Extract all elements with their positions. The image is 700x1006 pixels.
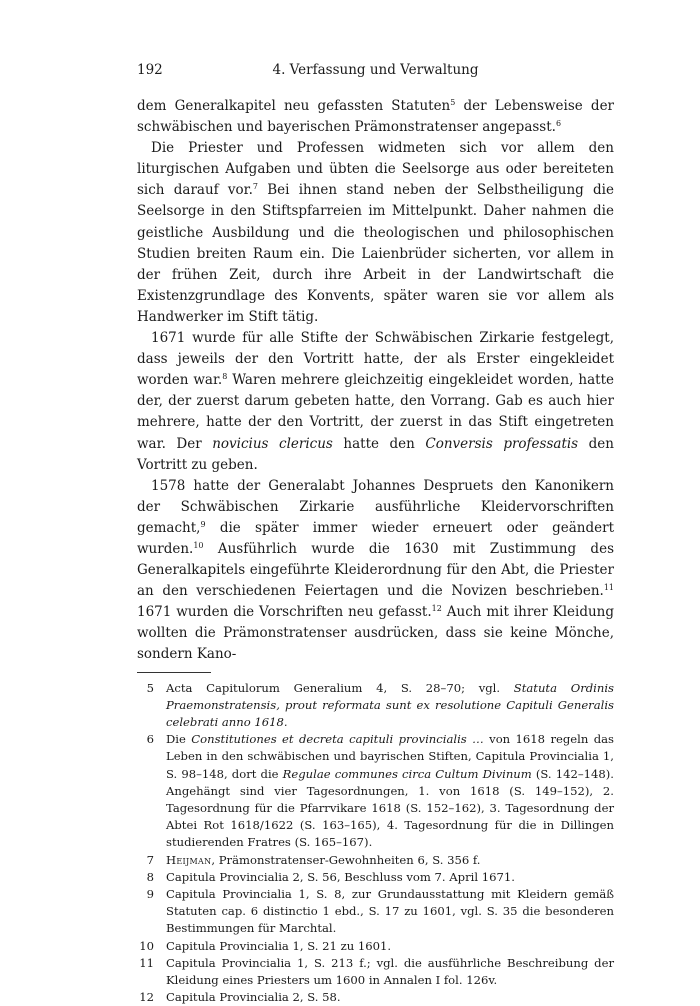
author-name: Heijman — [166, 852, 212, 867]
page-number: 192 — [137, 62, 163, 78]
footnote-number: 5 — [146, 680, 154, 695]
footnote-number: 8 — [146, 869, 154, 884]
footnote-ref-7[interactable]: 7 — [252, 182, 258, 192]
footnote-9: 9 Capitula Provincialia 1, S. 8, zur Grundausstattung mit Kleidern gemäß Statuten cap. 6 distinctio 1 ebd., S. 17 zu 1601, vgl. S. 35 die besonderen Bestimmungen für Marchtal. — [137, 886, 614, 938]
footnote-number: 12 — [139, 990, 154, 1005]
footnote-6: 6 Die Constitutiones et decreta capituli provincialis … von 1618 regeln das Leben in den schwäbischen und bayrischen Stiften, Capitula Provincialia 1, S. 98–148, dort die Regulae communes circa Cultum Divinum (S. 142–148). Angehängt sind vier Tagesordnungen, 1. von 1618 (S. 149–152), 2. Tagesordnung für die Pfarrvikare 1618 (S. 152–162), 3. Tagesordnung der Abtei Rot 1618/1622 (S. 163–165), 4. Tagesordnung für die in Dillingen studierenden Fratres (S. 165–167). — [137, 731, 614, 851]
footnote-8: 8 Capitula Provincialia 2, S. 56, Beschluss vom 7. April 1671. — [137, 869, 614, 886]
footnote-12: 12 Capitula Provincialia 2, S. 58. — [137, 989, 614, 1006]
footnote-number: 7 — [146, 852, 154, 867]
italic-term: Conversis professatis — [425, 435, 579, 452]
footnote-number: 10 — [139, 938, 154, 953]
italic-term: novicius clericus — [212, 435, 333, 452]
footnote-5: 5 Acta Capitulorum Generalium 4, S. 28–70; vgl. Statuta Ordinis Praemonstratensis, prout reformata sunt ex resolutione Capituli Generalis celebrati anno 1618. — [137, 680, 614, 732]
footnote-10: 10 Capitula Provincialia 1, S. 21 zu 1601. — [137, 938, 614, 955]
paragraph-2: Die Priester und Professen widmeten sich vor allem den liturgischen Aufgaben und übten die Seelsorge aus oder bereiteten sich darauf vor.$^7$ Bei ihnen stand neben der Selbstheiligung die Seelsorge in den Stiftspfarreien im Mittelpunkt. Daher nahmen die geistliche Ausbildung und die theologischen und philosophischen Studien breiten Raum ein. Die Laienbrüder sicherten, vor allem in der frühen Zeit, durch ihre Arbeit in der Landwirtschaft die Existenzgrundlage des Konvents, später waren sie vor allem als Handwerker im Stift tätig. — [137, 140, 614, 325]
footnote-number: 11 — [139, 955, 154, 970]
footnote-7: 7 Heijman, Prämonstratenser-Gewohnheiten 6, S. 356 f. — [137, 852, 614, 869]
footnote-ref-11[interactable]: 11 — [603, 583, 614, 593]
footnote-ref-9[interactable]: 9 — [200, 519, 206, 529]
footnote-ref-10[interactable]: 10 — [193, 540, 204, 550]
footnote-ref-5[interactable]: 5 — [450, 98, 456, 107]
paragraph-3: 1671 wurde für alle Stifte der Schwäbischen Zirkarie festgelegt, dass jeweils der den Vortritt hatte, der als Erster eingekleidet worden war.$^8$ Waren mehrere gleichzeitig eingekleidet worden, hatte der, der zuerst darum gebeten hatte, den Vorrang. Gab es auch hier mehrere, hatte der den Vortritt, der zuerst in das Stift eingetreten war. Der novicius clericus hatte den Conversis professatis den Vortritt zu geben. — [137, 330, 614, 473]
footnote-number: 6 — [146, 732, 154, 747]
main-text — [137, 96, 614, 666]
running-head: 4. Verfassung und Verwaltung — [272, 62, 479, 78]
paragraph-1: dem Generalkapitel neu gefassten Statuten$^5$ der Lebensweise der schwäbischen und bayerischen Prämonstratenser angepasst.$^6$ — [137, 98, 615, 136]
page-header — [137, 62, 614, 84]
footnote-ref-8[interactable]: 8 — [222, 372, 228, 382]
footnote-ref-6[interactable]: 6 — [555, 119, 562, 129]
footnote-11: 11 Capitula Provincialia 1, S. 213 f.; vgl. die ausführliche Beschreibung der Kleidung eines Priesters um 1600 in Annalen I fol. 126v. — [137, 955, 614, 989]
footnote-separator — [137, 672, 211, 673]
footnote-number: 9 — [146, 886, 154, 901]
footnote-ref-12[interactable]: 12 — [431, 604, 442, 614]
paragraph-4: 1578 hatte der Generalabt Johannes Despruets den Kanonikern der Schwäbischen Zirkarie ausführliche Kleidervorschriften gemacht,$^9$ die später immer wieder erneuert oder geändert wurden.$^{10}$ Ausführlich wurde die 1630 mit Zustimmung des Generalkapitels eingeführte Kleiderordnung für den Abt, die Priester an den verschiedenen Feiertagen und die Novizen beschrieben.$^{11}$ 1671 wurden die Vorschriften neu gefasst.$^{12}$ Auch mit ihrer Kleidung wollten die Prämonstratenser ausdrücken, dass sie keine Mönche, sondern Kano- — [137, 477, 615, 663]
footnotes — [137, 680, 614, 1006]
book-page — [137, 62, 614, 1006]
